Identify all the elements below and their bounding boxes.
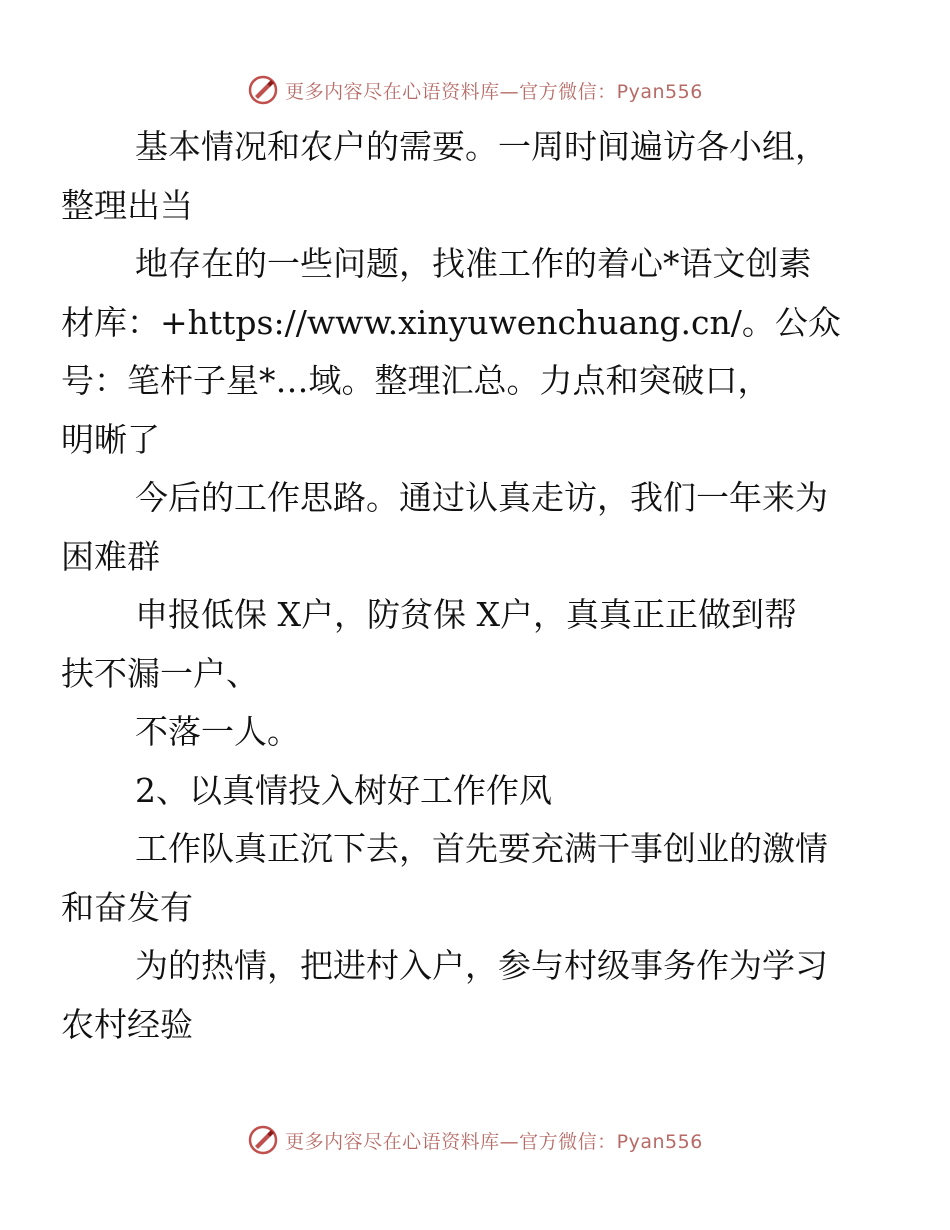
paragraph-line: 申报低保 X户，防贫保 X户，真真正正做到帮 [135, 595, 797, 634]
paragraph-line: 地存在的一些问题，找准工作的着心*语文创素 [135, 244, 812, 283]
paragraph [61, 118, 858, 235]
paragraph-line: 不落一人。 [135, 712, 300, 751]
paragraph-line: 材库：+https://www.xinyuwenchuang.cn/。公众 [61, 302, 841, 342]
section-heading [98, 762, 858, 821]
pen-logo-icon [247, 1124, 279, 1156]
paragraph [61, 820, 858, 937]
document-body [61, 118, 858, 1054]
paragraph-line: 困难群 [61, 536, 160, 576]
paragraph-line: 整理出当 [61, 185, 193, 225]
paragraph-line: 号：笔杆子星*…域。整理汇总。力点和突破口， [61, 361, 771, 400]
paragraph [61, 469, 858, 586]
footer-watermark-text: 更多内容尽在心语资料库—官方微信：Pyan556 [285, 1130, 703, 1153]
paragraph [98, 703, 858, 762]
header-watermark-banner [0, 70, 950, 110]
paragraph-line: 2、以真情投入树好工作作风 [135, 770, 552, 810]
paragraph-line: 为的热情，把进村入户，参与村级事务作为学习 [135, 946, 828, 985]
paragraph-line: 工作队真正沉下去，首先要充满干事创业的激情 [135, 829, 828, 868]
paragraph [61, 586, 858, 703]
paragraph-line: 农村经验 [61, 1004, 193, 1044]
paragraph-line: 扶不漏一户、 [61, 653, 259, 693]
footer-watermark-banner [0, 1120, 950, 1160]
paragraph-line: 基本情况和农户的需要。一周时间遍访各小组， [135, 127, 828, 166]
paragraph [61, 937, 858, 1054]
paragraph-line: 和奋发有 [61, 887, 193, 927]
header-watermark-text: 更多内容尽在心语资料库—官方微信：Pyan556 [285, 80, 703, 103]
pen-logo-icon [247, 74, 279, 106]
paragraph [61, 235, 858, 469]
paragraph-line: 今后的工作思路。通过认真走访，我们一年来为 [135, 478, 828, 517]
paragraph-line: 明晰了 [61, 419, 160, 459]
